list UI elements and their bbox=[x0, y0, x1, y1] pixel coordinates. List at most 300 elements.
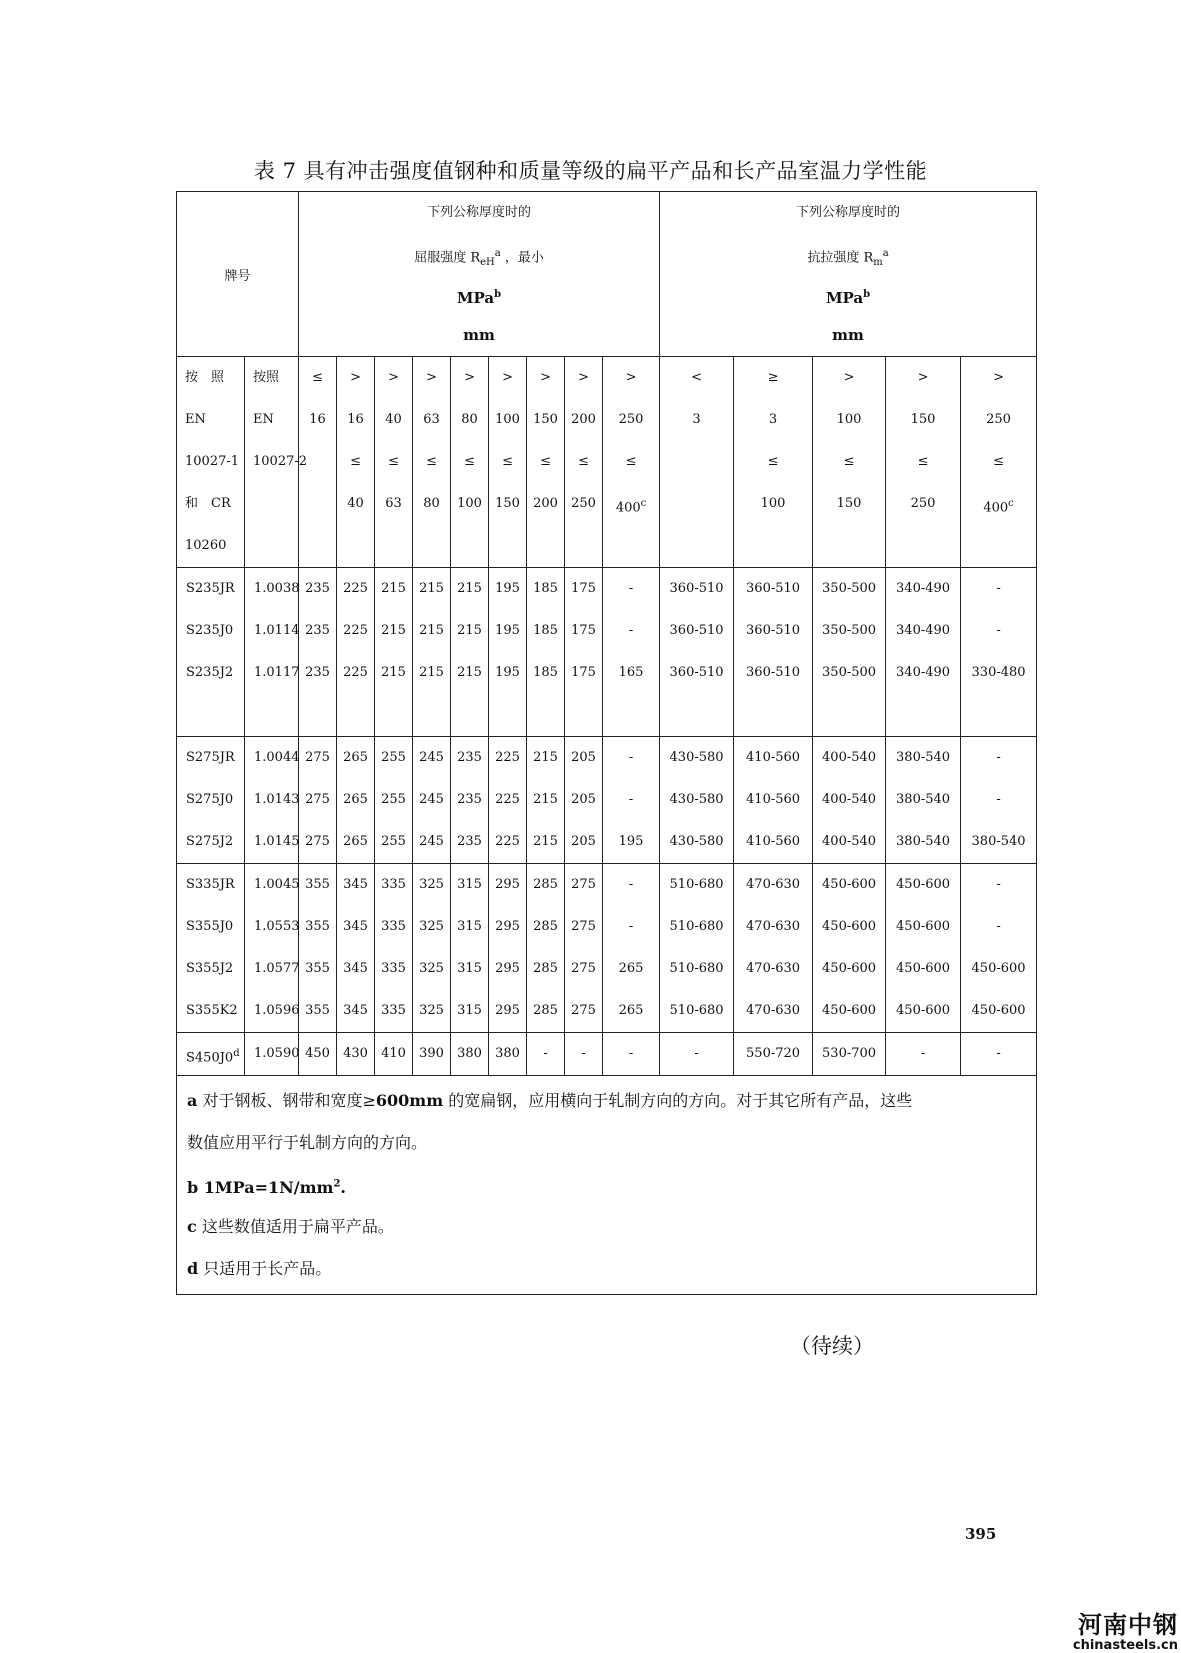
yield-range-line bbox=[451, 525, 488, 567]
tensile-cell-value: 400-540 bbox=[822, 834, 877, 849]
yield-cell-value: 235 bbox=[457, 792, 482, 807]
yield-cell-value: 195 bbox=[495, 581, 520, 596]
yield-cell bbox=[413, 864, 451, 1033]
yield-range-line: 80 bbox=[461, 412, 478, 427]
yield-range-line: > bbox=[350, 370, 361, 385]
tensile-range bbox=[734, 357, 813, 568]
tensile-line2: 抗拉强度 $R_m^a$ bbox=[807, 248, 889, 268]
tensile-cell-value: 400-540 bbox=[822, 750, 877, 765]
tensile-line1: 下列公称厚度时的 bbox=[796, 205, 901, 220]
standard-en10027-1-line: 和 CR bbox=[185, 496, 231, 511]
yield-cell-value: 225 bbox=[343, 623, 368, 638]
yield-cell bbox=[489, 737, 527, 864]
yield-cell-value: 215 bbox=[381, 665, 406, 680]
blank-line bbox=[961, 694, 1036, 736]
yield-cell-value: 315 bbox=[457, 1003, 482, 1018]
yield-cell-value: - bbox=[628, 750, 634, 765]
yield-cell-value: 265 bbox=[343, 834, 368, 849]
blank-line bbox=[177, 694, 244, 736]
continued-label: （待续） bbox=[790, 1334, 874, 1358]
blank-line bbox=[603, 694, 659, 736]
note-d: d 只适用于长产品。 bbox=[187, 1259, 332, 1278]
yield-cell-value: 215 bbox=[381, 581, 406, 596]
yield-cell-value: 355 bbox=[305, 877, 330, 892]
blank-line bbox=[565, 694, 602, 736]
yield-range-line: 150 bbox=[495, 496, 520, 511]
yield-line1: 下列公称厚度时的 bbox=[427, 205, 532, 220]
yield-cell bbox=[527, 864, 565, 1033]
yield-range-line: 250 bbox=[571, 496, 596, 511]
standard-en10027-2-line: 按照 bbox=[253, 370, 280, 385]
yield-range-line bbox=[527, 525, 564, 567]
grade-number bbox=[245, 864, 299, 1033]
tensile-range-line: 100 bbox=[836, 412, 862, 427]
yield-cell-value: - bbox=[628, 581, 634, 596]
yield-range-line bbox=[565, 525, 602, 567]
yield-cell-value: - bbox=[628, 623, 634, 638]
tensile-cell-value: 400-540 bbox=[822, 792, 877, 807]
grade-name bbox=[177, 864, 245, 1033]
yield-cell-value: 295 bbox=[495, 1003, 520, 1018]
tensile-cell-value: 380-540 bbox=[971, 834, 1026, 849]
tensile-cell-value: - bbox=[996, 919, 1001, 934]
yield-cell-value: 345 bbox=[343, 919, 368, 934]
yield-cell-value: 430 bbox=[343, 1046, 368, 1061]
tensile-cell bbox=[660, 1033, 734, 1076]
yield-cell-value: 215 bbox=[457, 623, 482, 638]
tensile-range-line: ≤ bbox=[917, 454, 929, 469]
yield-cell bbox=[565, 568, 603, 737]
yield-range-line: ≤ bbox=[350, 454, 361, 469]
yield-cell bbox=[565, 737, 603, 864]
grade-name-value: S275J2 bbox=[186, 834, 234, 849]
tensile-cell-value: 350-500 bbox=[822, 581, 877, 596]
yield-cell-value: 215 bbox=[533, 750, 558, 765]
yield-range bbox=[337, 357, 375, 568]
yield-cell-value: 355 bbox=[305, 919, 330, 934]
yield-cell-value: 225 bbox=[495, 750, 520, 765]
tensile-cell-value: 360-510 bbox=[746, 665, 801, 680]
yield-cell-value: 355 bbox=[305, 961, 330, 976]
yield-cell-value: 255 bbox=[381, 792, 406, 807]
yield-cell-value: 275 bbox=[571, 877, 596, 892]
yield-cell-value: 345 bbox=[343, 877, 368, 892]
tensile-cell-value: 470-630 bbox=[746, 1003, 801, 1018]
yield-cell-value: 335 bbox=[381, 877, 406, 892]
yield-cell-value: 205 bbox=[571, 750, 596, 765]
grade-name-value: S235J0 bbox=[186, 623, 234, 638]
grade-name-value: S275J0 bbox=[186, 792, 234, 807]
yield-cell-value: 215 bbox=[457, 665, 482, 680]
yield-cell-value: 285 bbox=[533, 877, 558, 892]
yield-range bbox=[527, 357, 565, 568]
tensile-cell-value: 350-500 bbox=[822, 665, 877, 680]
yield-range-line: 16 bbox=[309, 412, 326, 427]
yield-cell-value: 185 bbox=[533, 665, 558, 680]
blank-line bbox=[527, 694, 564, 736]
yield-cell-value: 195 bbox=[618, 834, 644, 849]
yield-cell-value: 275 bbox=[571, 1003, 596, 1018]
yield-cell-value: 285 bbox=[533, 1003, 558, 1018]
watermark-brand: 河南中钢 bbox=[1078, 1611, 1178, 1639]
blank-line bbox=[413, 694, 450, 736]
grade-number-value: 1.0117 bbox=[254, 665, 300, 680]
yield-range-line: ≤ bbox=[312, 370, 323, 385]
yield-cell-value: 265 bbox=[343, 750, 368, 765]
yield-cell-value: 255 bbox=[381, 834, 406, 849]
yield-cell bbox=[451, 568, 489, 737]
yield-cell bbox=[375, 568, 413, 737]
yield-cell-value: 265 bbox=[618, 961, 644, 976]
yield-range-line: 100 bbox=[457, 496, 482, 511]
yield-cell bbox=[451, 1033, 489, 1076]
tensile-cell-value: 450-600 bbox=[822, 877, 877, 892]
yield-cell-value: 410 bbox=[381, 1046, 406, 1061]
yield-range-line: ≤ bbox=[625, 454, 637, 469]
standard-en10027-2 bbox=[245, 357, 308, 568]
yield-cell-value: 175 bbox=[571, 623, 596, 638]
blank-line bbox=[337, 694, 374, 736]
yield-range-line: 200 bbox=[571, 412, 596, 427]
note-b: b $1MPa=1N/mm^2$. bbox=[187, 1178, 346, 1198]
yield-cell bbox=[337, 737, 375, 864]
yield-range-line: 63 bbox=[385, 496, 402, 511]
yield-cell bbox=[375, 737, 413, 864]
notes-row bbox=[177, 1076, 1037, 1295]
yield-cell bbox=[299, 864, 337, 1033]
tensile-cell bbox=[660, 737, 734, 864]
yield-cell-value: 345 bbox=[343, 1003, 368, 1018]
blank-line bbox=[660, 694, 733, 736]
tensile-cell-value: 450-600 bbox=[822, 1003, 877, 1018]
tensile-cell-value: 450-600 bbox=[896, 1003, 951, 1018]
yield-range-line: 100 bbox=[495, 412, 520, 427]
mechanical-properties-table bbox=[176, 191, 1037, 1295]
yield-range-line: ≤ bbox=[540, 454, 551, 469]
yield-cell-value: 225 bbox=[343, 665, 368, 680]
yield-range-line bbox=[603, 525, 659, 567]
yield-range-line: ≤ bbox=[464, 454, 475, 469]
yield-cell bbox=[603, 864, 660, 1033]
tensile-range-line: 3 bbox=[692, 412, 701, 427]
yield-cell-value: 335 bbox=[381, 919, 406, 934]
yield-cell-value: 215 bbox=[533, 792, 558, 807]
standard-en10027-2-line: EN bbox=[253, 412, 274, 427]
yield-cell-value: 195 bbox=[495, 623, 520, 638]
tensile-cell-value: 450-600 bbox=[896, 961, 951, 976]
yield-cell-value: 215 bbox=[533, 834, 558, 849]
yield-cell-value: 245 bbox=[419, 834, 444, 849]
yield-range-line bbox=[337, 525, 374, 567]
yield-cell-value: 215 bbox=[381, 623, 406, 638]
yield-range-line: 200 bbox=[533, 496, 558, 511]
grade-group-row bbox=[177, 1033, 1037, 1076]
tensile-cell-value: 510-680 bbox=[669, 961, 724, 976]
grade-name-value: S275JR bbox=[186, 750, 235, 765]
yield-cell-value: 275 bbox=[305, 834, 330, 849]
page-number: 395 bbox=[965, 1525, 997, 1543]
tensile-cell-value: 510-680 bbox=[669, 1003, 724, 1018]
tensile-range-line: ≥ bbox=[767, 370, 779, 385]
grade-number-value: 1.0045 bbox=[254, 877, 300, 892]
yield-range-line: ≤ bbox=[578, 454, 589, 469]
yield-range-line bbox=[375, 525, 412, 567]
yield-cell-value: - bbox=[628, 919, 634, 934]
yield-cell bbox=[489, 1033, 527, 1076]
yield-cell bbox=[413, 737, 451, 864]
tensile-cell-value: 450-600 bbox=[822, 919, 877, 934]
tensile-cell-value: - bbox=[996, 792, 1001, 807]
yield-range-line: > bbox=[502, 370, 513, 385]
note-c: c 这些数值适用于扁平产品。 bbox=[187, 1217, 394, 1236]
yield-range-line: > bbox=[625, 370, 637, 385]
yield-cell-value: 265 bbox=[343, 792, 368, 807]
grade-number-value: 1.0143 bbox=[254, 792, 300, 807]
yield-range-line: > bbox=[578, 370, 589, 385]
yield-range-line: 400$^c$ bbox=[615, 498, 647, 516]
tensile-cell bbox=[734, 1033, 813, 1076]
standard-en10027-1-line: EN bbox=[185, 412, 206, 427]
note-a-line2: 数值应用平行于轧制方向的方向。 bbox=[187, 1133, 428, 1152]
yield-cell-value: 235 bbox=[305, 665, 330, 680]
yield-cell-value: - bbox=[581, 1046, 586, 1061]
tensile-cell bbox=[660, 568, 734, 737]
yield-cell-value: 355 bbox=[305, 1003, 330, 1018]
yield-range-line: > bbox=[540, 370, 551, 385]
grade-number-value: 1.0044 bbox=[254, 750, 300, 765]
table-caption: 表 7 具有冲击强度值钢种和质量等级的扁平产品和长产品室温力学性能 bbox=[253, 159, 928, 183]
blank-line bbox=[245, 694, 298, 736]
yield-cell-value: 380 bbox=[495, 1046, 520, 1061]
yield-unit: MPa$^b$ bbox=[456, 289, 502, 307]
grade-number bbox=[245, 568, 299, 737]
yield-range-line: ≤ bbox=[388, 454, 399, 469]
tensile-cell-value: 340-490 bbox=[896, 623, 951, 638]
grade-name-value: S355J2 bbox=[186, 961, 234, 976]
tensile-range-line: < bbox=[691, 370, 702, 385]
yield-cell-value: 275 bbox=[571, 961, 596, 976]
yield-range bbox=[603, 357, 660, 568]
tensile-cell bbox=[734, 864, 813, 1033]
grade-group-row bbox=[177, 568, 1037, 737]
yield-range bbox=[451, 357, 489, 568]
tensile-cell-value: - bbox=[920, 1046, 926, 1061]
tensile-range-line: 400$^c$ bbox=[983, 498, 1014, 516]
tensile-cell-value: 360-510 bbox=[746, 623, 801, 638]
yield-range-line: > bbox=[388, 370, 399, 385]
yield-cell-value: 245 bbox=[419, 792, 444, 807]
yield-cell bbox=[337, 568, 375, 737]
tensile-cell-value: 530-700 bbox=[822, 1046, 877, 1061]
yield-cell bbox=[375, 1033, 413, 1076]
grade-number-value: 1.0038 bbox=[254, 581, 300, 596]
standard-en10027-2-line bbox=[245, 483, 298, 525]
yield-cell-value: - bbox=[628, 877, 634, 892]
yield-cell-value: 235 bbox=[457, 750, 482, 765]
tensile-cell-value: - bbox=[996, 623, 1001, 638]
tensile-cell-value: 430-580 bbox=[669, 792, 724, 807]
tensile-cell bbox=[961, 737, 1037, 864]
grade-name-value: S355J0 bbox=[186, 919, 234, 934]
grade-number-value: 1.0145 bbox=[254, 834, 300, 849]
yield-cell bbox=[299, 1033, 337, 1076]
yield-cell bbox=[565, 864, 603, 1033]
yield-range-line bbox=[489, 525, 526, 567]
yield-cell-value: 205 bbox=[571, 792, 596, 807]
tensile-cell bbox=[813, 737, 886, 864]
yield-cell-value: 215 bbox=[419, 665, 444, 680]
watermark-logo bbox=[1058, 1605, 1178, 1653]
yield-range-line bbox=[299, 483, 336, 525]
yield-cell-value: 390 bbox=[419, 1046, 444, 1061]
tensile-mm: mm bbox=[832, 326, 864, 344]
tensile-range-line bbox=[660, 483, 733, 525]
blank-line bbox=[813, 694, 885, 736]
tensile-cell-value: 340-490 bbox=[896, 581, 951, 596]
tensile-cell-value: 430-580 bbox=[669, 834, 724, 849]
watermark-site: chinasteels.cn bbox=[1072, 1638, 1178, 1653]
footnote-marker: c bbox=[640, 498, 647, 509]
yield-mm: mm bbox=[463, 326, 495, 344]
yield-range-line: 150 bbox=[533, 412, 558, 427]
yield-range-line: 80 bbox=[423, 496, 440, 511]
yield-cell-value: 275 bbox=[305, 750, 330, 765]
yield-range-line: 16 bbox=[347, 412, 364, 427]
yield-cell bbox=[451, 737, 489, 864]
tensile-cell-value: 410-560 bbox=[746, 750, 801, 765]
yield-cell-value: 265 bbox=[618, 1003, 644, 1018]
yield-cell-value: 325 bbox=[419, 919, 444, 934]
yield-cell-value: 165 bbox=[618, 665, 644, 680]
grade-number bbox=[245, 737, 299, 864]
tensile-cell bbox=[734, 568, 813, 737]
yield-cell-value: 285 bbox=[533, 961, 558, 976]
table-notes bbox=[177, 1076, 1037, 1295]
yield-cell bbox=[489, 568, 527, 737]
yield-cell-value: 195 bbox=[495, 665, 520, 680]
blank-line bbox=[489, 694, 526, 736]
yield-cell-value: 235 bbox=[305, 581, 330, 596]
tensile-cell bbox=[961, 864, 1037, 1033]
yield-cell bbox=[527, 737, 565, 864]
standard-en10027-1-line: 10260 bbox=[185, 538, 227, 553]
tensile-range bbox=[886, 357, 961, 568]
yield-range-line: > bbox=[464, 370, 475, 385]
tensile-cell-value: - bbox=[996, 750, 1001, 765]
tensile-cell bbox=[886, 1033, 961, 1076]
yield-cell bbox=[489, 864, 527, 1033]
tensile-cell-value: 470-630 bbox=[746, 877, 801, 892]
yield-cell-value: 185 bbox=[533, 581, 558, 596]
yield-range-line: 40 bbox=[347, 496, 364, 511]
yield-cell-value: 325 bbox=[419, 1003, 444, 1018]
grade-name-value: S450J0$^d$ bbox=[186, 1048, 240, 1066]
yield-range-line: ≤ bbox=[426, 454, 437, 469]
blank-line bbox=[451, 694, 488, 736]
yield-cell bbox=[527, 1033, 565, 1076]
yield-cell-value: 245 bbox=[419, 750, 444, 765]
yield-cell-value: 325 bbox=[419, 877, 444, 892]
grade-name-value: S235JR bbox=[186, 581, 235, 596]
blank-line bbox=[886, 694, 960, 736]
yield-cell-value: 225 bbox=[343, 581, 368, 596]
tensile-cell-value: 380-540 bbox=[896, 750, 951, 765]
tensile-range-line: 250 bbox=[910, 496, 936, 511]
tensile-cell bbox=[961, 1033, 1037, 1076]
yield-cell-value: - bbox=[628, 1046, 634, 1061]
tensile-cell-value: 350-500 bbox=[822, 623, 877, 638]
tensile-cell-value: - bbox=[694, 1046, 699, 1061]
yield-cell bbox=[603, 1033, 660, 1076]
yield-cell bbox=[603, 568, 660, 737]
tensile-cell bbox=[813, 1033, 886, 1076]
grade-group-row bbox=[177, 864, 1037, 1033]
grade-name-value: S335JR bbox=[186, 877, 235, 892]
yield-cell-value: 215 bbox=[419, 581, 444, 596]
yield-cell-value: 335 bbox=[381, 1003, 406, 1018]
tensile-cell-value: 360-510 bbox=[669, 581, 724, 596]
yield-range-line: 63 bbox=[423, 412, 440, 427]
yield-cell-value: 315 bbox=[457, 919, 482, 934]
tensile-strength-header bbox=[660, 192, 1037, 357]
tensile-range-line bbox=[813, 525, 885, 567]
yield-cell bbox=[413, 1033, 451, 1076]
note-a-line1: a 对于钢板、钢带和宽度≥600mm 的宽扁钢，应用横向于轧制方向的方向。对于其它所有产品，这些 bbox=[187, 1091, 913, 1110]
tensile-range bbox=[813, 357, 886, 568]
tensile-range-line: 100 bbox=[760, 496, 786, 511]
yield-cell-value: 325 bbox=[419, 961, 444, 976]
yield-cell-value: 295 bbox=[495, 961, 520, 976]
blank-line bbox=[734, 694, 812, 736]
tensile-cell bbox=[886, 737, 961, 864]
yield-cell bbox=[337, 1033, 375, 1076]
tensile-range-line: ≤ bbox=[767, 454, 779, 469]
yield-cell-value: - bbox=[543, 1046, 548, 1061]
yield-cell-value: 315 bbox=[457, 877, 482, 892]
yield-cell-value: 450 bbox=[305, 1046, 330, 1061]
yield-range-line: ≤ bbox=[502, 454, 513, 469]
grade-name bbox=[177, 568, 245, 737]
yield-cell-value: 345 bbox=[343, 961, 368, 976]
grade-number-value: 1.0577 bbox=[254, 961, 300, 976]
yield-cell-value: 335 bbox=[381, 961, 406, 976]
yield-range-line bbox=[413, 525, 450, 567]
tensile-cell-value: 430-580 bbox=[669, 750, 724, 765]
yield-strength-header bbox=[299, 192, 660, 357]
tensile-cell bbox=[886, 864, 961, 1033]
yield-cell bbox=[299, 568, 337, 737]
tensile-range-line bbox=[734, 525, 812, 567]
tensile-cell-value: 360-510 bbox=[746, 581, 801, 596]
yield-cell-value: - bbox=[628, 792, 634, 807]
standard-en10027-1 bbox=[177, 357, 245, 568]
tensile-range bbox=[660, 357, 734, 568]
tensile-cell-value: 550-720 bbox=[746, 1046, 801, 1061]
grade-header: 牌号 bbox=[177, 192, 299, 357]
yield-range bbox=[375, 357, 413, 568]
tensile-cell bbox=[813, 864, 886, 1033]
yield-cell-value: 235 bbox=[305, 623, 330, 638]
yield-cell-value: 235 bbox=[457, 834, 482, 849]
tensile-range-line: > bbox=[917, 370, 929, 385]
tensile-cell-value: - bbox=[996, 877, 1001, 892]
yield-cell-value: 225 bbox=[495, 834, 520, 849]
yield-cell bbox=[299, 737, 337, 864]
yield-range-line: 40 bbox=[385, 412, 402, 427]
yield-cell-value: 215 bbox=[457, 581, 482, 596]
tensile-cell-value: 340-490 bbox=[896, 665, 951, 680]
tensile-range bbox=[961, 357, 1037, 568]
